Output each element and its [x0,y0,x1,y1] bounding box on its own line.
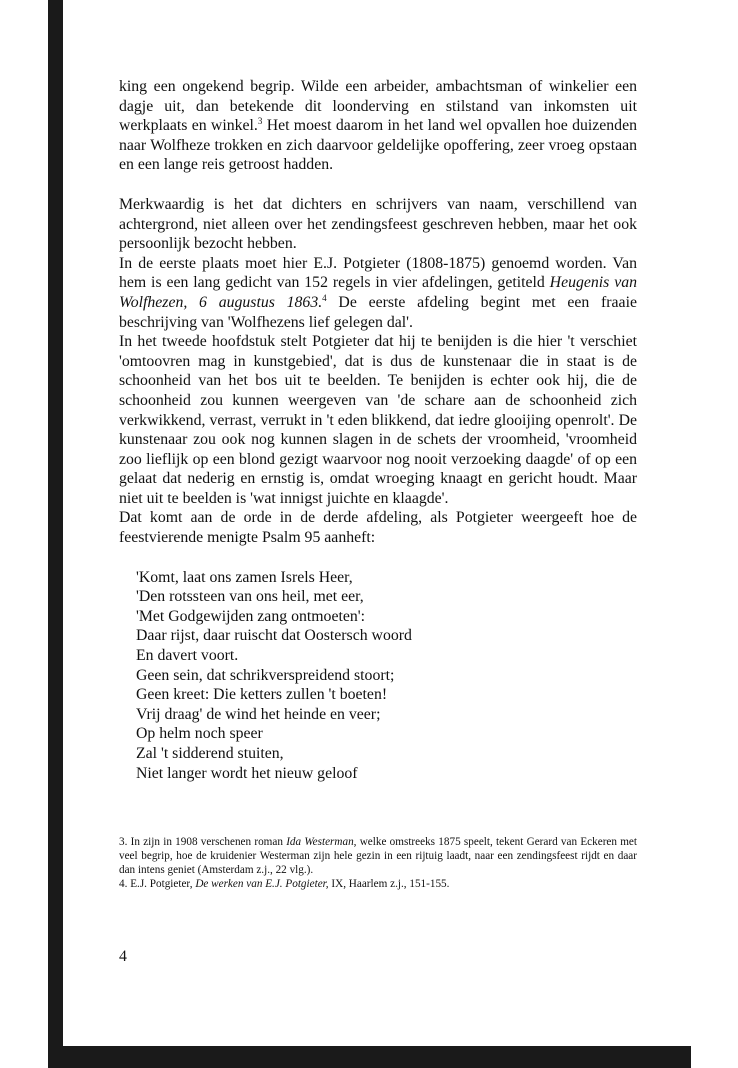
poem-quote [136,568,637,784]
poem-line: 'Met Godgewijden zang ontmoeten': [136,607,365,625]
footnote-4-a: 4. E.J. Potgieter, [119,878,196,890]
scan-border-bottom [48,1046,691,1068]
footnote-ref-3: 3 [257,116,263,127]
paragraph-4: In het tweede hoofdstuk stelt Potgieter dat hij te benijden is die hier 't verschiet 'omtoovren mag in kunstgebied', dat is dus de kunstenaar die in staat is de schoonheid van het bos uit te beelden. Te benijden is echter ook hij, die de schoonheid zou kunnen weergeven van 'de schare aan de schoonheid zich verkwikkend, verrast, verrukt in 't eden blikkend, dat iedre glooijing openrolt'. De kunstenaar zou ook nog kunnen slagen in de schets der vroomheid, 'vroomheid zoo lieflijk op een blond gezigt waarvoor nog nooit verzoeking daagde' of op een gelaat dat nederig en ernstig is, omdat wroeging knaagt en gericht houdt. Maar niet uit te beelden is 'wat innigst juichte en klaagde'. [119,333,637,507]
poem-line: 'Komt, laat ons zamen Isrels Heer, [136,568,353,586]
poem-line: En davert voort. [136,647,239,665]
footnote-ref-4: 4 [322,292,327,303]
paragraph-1-b: Het moest daarom in het land wel opvallen hoe duizenden naar Wolfheze trokken en zich daarvoor geldelijke opoffering, zeer vroeg opstaan en een lange reis getroost hadden. [119,117,637,174]
page-number: 4 [119,948,127,965]
footnote-4 [119,877,637,891]
poem-line: Daar rijst, daar ruischt dat Oostersch woord [136,627,412,645]
scan-border-left [48,0,63,1068]
footnote-4-title: De werken van E.J. Potgieter, [195,878,329,890]
poem-line: Op helm noch speer [136,725,263,743]
poem-title: Heugenis van Wolfhezen, 6 augustus 1863. [119,274,637,311]
poem-line: Vrij draag' de wind het heinde en veer; [136,705,381,723]
poem-line: Geen sein, dat schrikverspreidend stoort; [136,666,395,684]
paragraph-3-a: In de eerste plaats moet hier E.J. Potgieter (1808-1875) genoemd worden. Van hem is een lang gedicht van 152 regels in vier afdelingen, getiteld [119,254,637,292]
poem-line: Geen kreet: Die ketters zullen 't boeten! [136,686,388,704]
paragraph-1-a: king een ongekend begrip. Wilde een arbeider, ambachtsman of winkelier een dagje uit, dan betekende dit loonderving en stilstand van inkomsten uit werkplaats en winkel. [119,78,637,135]
footnote-3-a: 3. In zijn in 1908 verschenen roman [119,836,287,848]
paragraph-3 [119,254,637,332]
paragraph-2: Merkwaardig is het dat dichters en schrijvers van naam, verschillend van achtergrond, niet alleen over het zendingsfeest geschreven hebben, maar het ook persoonlijk bezocht hebben. [119,195,637,253]
footnote-3-b: welke omstreeks 1875 speelt, tekent Gerard van Eckeren met veel begrip, hoe de kruidenier Westerman zijn hele gezin in een rijtuig laadt, naar een zendingsfeest rijdt en daar dan intens geniet (Amsterdam z.j., 22 vlg.). [119,836,637,876]
poem-line: 'Den rotssteen van ons heil, met eer, [136,588,364,606]
body-text [119,77,637,783]
paragraph-1 [119,77,637,175]
footnote-4-b: IX, Haarlem z.j., 151-155. [328,878,450,890]
poem-line: Niet langer wordt het nieuw geloof [136,764,358,782]
footnotes [119,835,637,891]
footnote-3 [119,835,637,877]
footnote-3-title: Ida Westerman, [286,836,357,848]
paragraph-5: Dat komt aan de orde in de derde afdeling, als Potgieter weergeeft hoe de feestvierende menigte Psalm 95 aanheft: [119,509,637,547]
poem-line: Zal 't sidderend stuiten, [136,745,284,762]
paragraph-3-b: De eerste afdeling begint met een fraaie beschrijving van 'Wolfhezens lief gelegen dal'. [119,293,637,331]
